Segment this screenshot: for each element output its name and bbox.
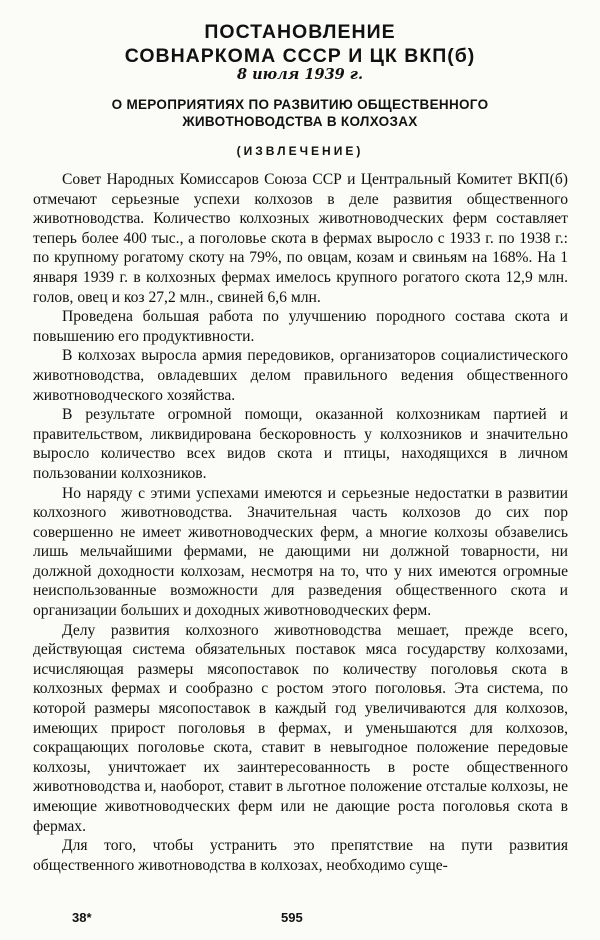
body-text [33,170,568,875]
paragraph: Но наряду с этими успехами имеются и серьезные недостатки в развитии колхозного животноводства. Значительная часть колхозов до сих пор совершенно не имеет животноводческих ферм, а многие колхозы обзавелись лишь мельчайшими фермами, не дающими ни должной товарности, ни должной доходности колхозам, несмотря на то, что у них имеются огромные неиспользованные возможности для разведения общественного скота и организации больших и доходных животноводческих ферм. [33,484,568,620]
paragraph: В колхозах выросла армия передовиков, организаторов социалистического животноводства, овладевших делом правильного ведения общественного животноводческого хозяйства. [33,347,568,404]
decree-date: 8 июля 1939 г. [236,66,363,83]
page-number: 595 [281,910,303,925]
subtitle-line-1: О МЕРОПРИЯТИЯХ ПО РАЗВИТИЮ ОБЩЕСТВЕННОГО [111,97,489,112]
paragraph: Совет Народных Комиссаров Союза ССР и Центральный Комитет ВКП(б) отмечают серьезные успехи колхозов в деле развития общественного животноводства. Количество колхозных животноводческих ферм составляет теперь более 400 тыс., а поголовье скота в фермах выросло с 1933 г. по 1938 г.: по крупному рогатому скоту на 79%, по овцам, козам и свиньям на 168%. На 1 января 1939 г. в колхозных фермах имелось крупного рогатого скота 12,9 млн. голов, овец и коз 27,2 млн., свиней 6,6 млн. [33,171,568,306]
paragraph: В результате огромной помощи, оказанной колхозникам партией и правительством, ликвидирована бескоровность у колхозников и значительно выросло количество всех видов скота и птицы, находящихся в личном пользовании колхозников. [33,406,568,482]
signature-mark: 38* [72,910,92,925]
decree-subtitle [0,96,600,130]
paragraph: Делу развития колхозного животноводства мешает, прежде всего, действующая система обязательных поставок мяса государству колхозами, исчисляющая размеры мясопоставок по количеству поголовья скота в колхозных фермах и сообразно с ростом этого поголовья. Эта система, по которой размеры мясопоставок в каждый год увеличиваются для колхозов, имеющих прирост поголовья в фермах, и уменьшаются для колхозов, сокращающих поголовье скота, ставит в невыгодное положение передовые колхозы, уничтожает их заинтересованность в росте общественного животноводства и, наоборот, ставит в льготное положение отсталые колхозы, не имеющие животноводческих ферм или не дающие роста поголовья скота в фермах. [33,621,568,835]
subtitle-line-2: ЖИВОТНОВОДСТВА В КОЛХОЗАХ [182,114,418,129]
extract-label: (ИЗВЛЕЧЕНИЕ) [236,144,364,158]
paragraph: Проведена большая работа по улучшению породного состава скота и повышению его продуктивности. [33,308,568,345]
paragraph: Для того, чтобы устранить это препятствие на пути развития общественного животноводства в колхозах, необходимо суще- [33,837,568,874]
page-footer [0,910,600,930]
document-title [0,20,600,68]
title-line-1: ПОСТАНОВЛЕНИЕ [204,21,396,43]
title-line-2: СОВНАРКОМА СССР И ЦК ВКП(б) [124,45,476,67]
